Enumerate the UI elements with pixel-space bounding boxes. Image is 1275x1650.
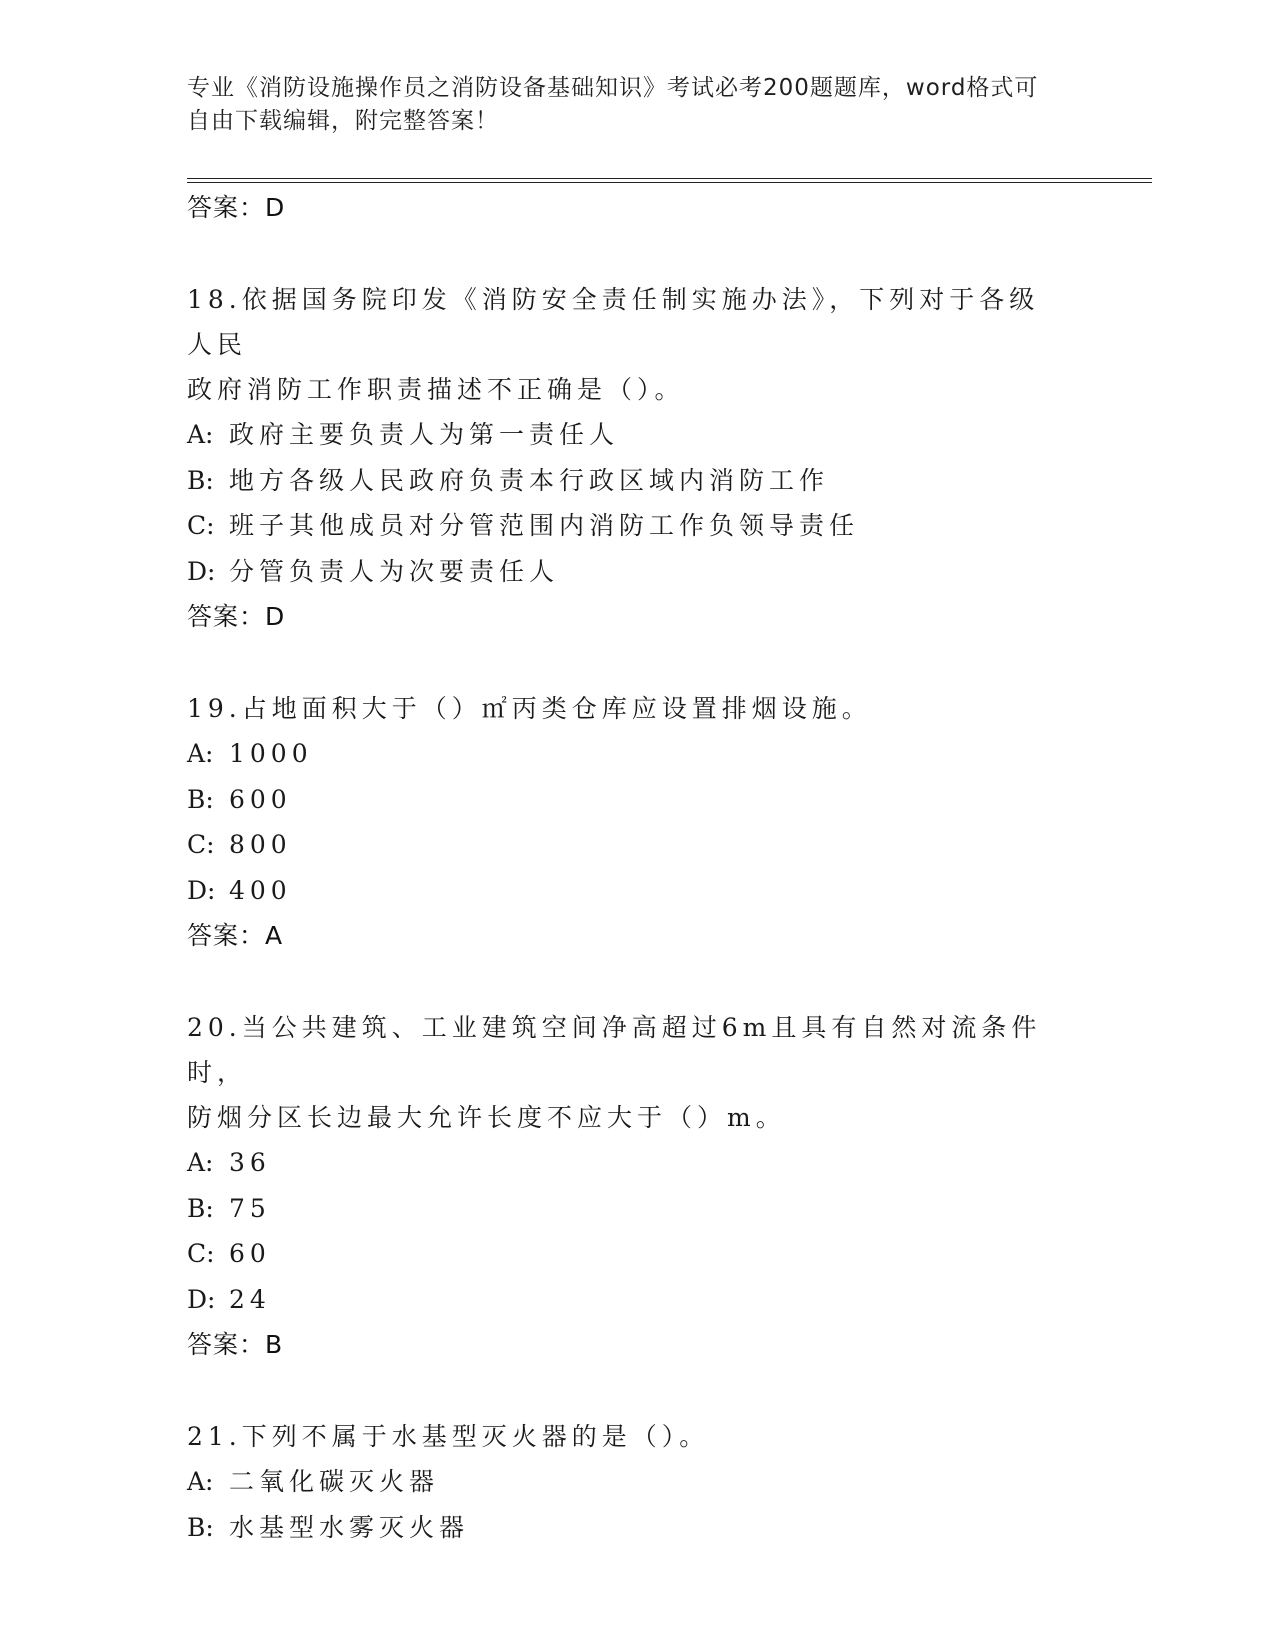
question-line-2: 防烟分区长边最大允许长度不应大于（）m。 bbox=[187, 1103, 786, 1132]
document-header bbox=[187, 72, 1087, 138]
header-line-2: 自由下载编辑，附完整答案！ bbox=[187, 108, 499, 134]
option-letter: C: bbox=[187, 511, 215, 540]
option-text: 二氧化碳灭火器 bbox=[229, 1467, 440, 1496]
option-letter: B: bbox=[187, 465, 214, 495]
option-letter: A: bbox=[187, 1467, 214, 1496]
question-text bbox=[187, 277, 1067, 412]
option-b bbox=[187, 777, 1152, 823]
option-letter: D: bbox=[187, 1284, 216, 1314]
option-text: 800 bbox=[229, 830, 292, 859]
option-c bbox=[187, 503, 1152, 549]
option-text: 分管负责人为次要责任人 bbox=[229, 556, 560, 586]
answer-line: 答案：B bbox=[187, 1330, 284, 1359]
question-block-19 bbox=[187, 686, 1152, 959]
option-text: 400 bbox=[229, 875, 292, 905]
question-line-1: 21.下列不属于水基型灭火器的是（）。 bbox=[187, 1422, 710, 1451]
option-b bbox=[187, 1186, 1152, 1232]
option-letter: A: bbox=[187, 739, 214, 768]
option-d bbox=[187, 1277, 1152, 1323]
question-line-1: 20.当公共建筑、工业建筑空间净高超过6m且具有自然对流条件时， bbox=[187, 1013, 1042, 1087]
option-letter: B: bbox=[187, 1512, 214, 1542]
option-a bbox=[187, 1459, 1152, 1505]
question-line-2: 政府消防工作职责描述不正确是（）。 bbox=[187, 375, 685, 404]
option-b bbox=[187, 458, 1152, 504]
option-letter: C: bbox=[187, 830, 215, 859]
header-rule-bottom bbox=[187, 182, 1152, 183]
option-d bbox=[187, 549, 1152, 595]
spacer bbox=[187, 640, 1152, 686]
spacer bbox=[187, 1368, 1152, 1414]
option-letter: D: bbox=[187, 875, 216, 905]
option-text: 班子其他成员对分管范围内消防工作负领导责任 bbox=[229, 511, 860, 540]
answer-line: 答案：A bbox=[187, 921, 284, 950]
option-text: 36 bbox=[229, 1148, 271, 1177]
question-line-1: 18.依据国务院印发《消防安全责任制实施办法》，下列对于各级人民 bbox=[187, 285, 1040, 359]
spacer bbox=[187, 959, 1152, 1005]
option-letter: C: bbox=[187, 1239, 215, 1268]
question-line-1: 19.占地面积大于（）㎡丙类仓库应设置排烟设施。 bbox=[187, 694, 872, 723]
option-a bbox=[187, 1140, 1152, 1186]
option-letter: D: bbox=[187, 556, 216, 586]
option-text: 地方各级人民政府负责本行政区域内消防工作 bbox=[229, 465, 830, 495]
option-text: 24 bbox=[229, 1284, 271, 1314]
option-letter: B: bbox=[187, 1193, 214, 1223]
option-text: 75 bbox=[229, 1193, 271, 1223]
question-content bbox=[187, 185, 1152, 1550]
question-block-18 bbox=[187, 277, 1152, 640]
question-text bbox=[187, 686, 1067, 731]
header-rule-top bbox=[187, 178, 1152, 179]
option-d bbox=[187, 868, 1152, 914]
option-a bbox=[187, 731, 1152, 777]
option-letter: A: bbox=[187, 420, 214, 449]
answer-line: 答案：D bbox=[187, 193, 286, 222]
option-letter: B: bbox=[187, 784, 214, 814]
question-text bbox=[187, 1414, 1067, 1459]
option-c bbox=[187, 1231, 1152, 1277]
option-text: 600 bbox=[229, 784, 292, 814]
option-a bbox=[187, 412, 1152, 458]
option-text: 60 bbox=[229, 1239, 271, 1268]
answer-line: 答案：D bbox=[187, 602, 286, 631]
question-text bbox=[187, 1005, 1067, 1140]
option-c bbox=[187, 822, 1152, 868]
option-b bbox=[187, 1505, 1152, 1551]
spacer bbox=[187, 231, 1152, 277]
question-block-20 bbox=[187, 1005, 1152, 1368]
option-letter: A: bbox=[187, 1148, 214, 1177]
option-text: 政府主要负责人为第一责任人 bbox=[229, 420, 620, 449]
question-block-21 bbox=[187, 1414, 1152, 1550]
option-text: 水基型水雾灭火器 bbox=[229, 1512, 470, 1542]
header-line-1: 专业《消防设施操作员之消防设备基础知识》考试必考200题题库，word格式可 bbox=[187, 75, 1039, 101]
option-text: 1000 bbox=[229, 739, 313, 768]
